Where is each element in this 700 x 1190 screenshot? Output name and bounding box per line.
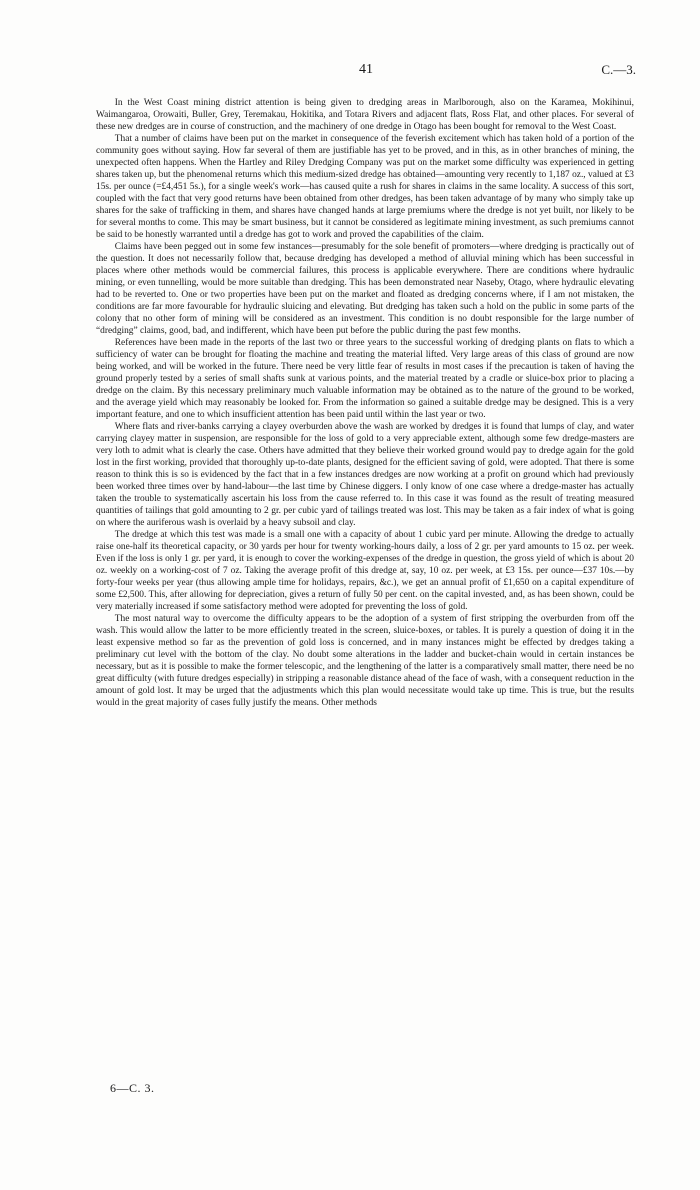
page-signature: 6—C. 3. <box>110 1081 155 1095</box>
document-reference: C.—3. <box>601 62 636 77</box>
body-text <box>96 97 634 709</box>
paragraph-dredge-test: The dredge at which this test was made is a small one with a capacity of about 1 cubic yard per minute. Allowing the dredge to actually raise one-half its theoretical capacity, or 30 yards per hour for twenty working-hours daily, a loss of 2 gr. per yard amounts to 15 oz. per week. Even if the loss is only 1 gr. per yard, it is enough to cover the working-expenses of the dredge in question, the gross yield of which is about 20 oz. weekly on a working-cost of 7 oz. Taking the average profit of this dredge at, say, 10 oz. per week, at £3 15s. per ounce—£37 10s.—by forty-four weeks per year (thus allowing ample time for holidays, repairs, &c.), we get an annual profit of £1,650 on a capital expenditure of some £2,500. This, after allowing for depreciation, gives a return of fully 50 per cent. on the capital invested, and, as has been shown, could be very materially increased if some satisfactory method were adopted for preventing the loss of gold. <box>96 530 634 612</box>
page-header <box>96 62 636 82</box>
paragraph-stripping-overburden: The most natural way to overcome the difficulty appears to be the adoption of a system of first stripping the overburden from off the wash. This would allow the latter to be more efficiently treated in the screen, sluice-boxes, or tables. It is purely a question of doing it in the least expensive method so far as the prevention of gold loss is concerned, and in many instances might be effected by dredges taking a preliminary cut level with the bottom of the clay. No doubt some alterations in the ladder and bucket-chain would in certain instances be necessary, but as it is possible to make the former telescopic, and the lengthening of the latter is a comparatively small matter, there need be no great difficulty (with future dredges especially) in stripping a reasonable distance ahead of the face of wash, with a consequent reduction in the amount of gold lost. It may be urged that the adjustments which this plan would necessitate would take up time. This is true, but the results would in the great majority of cases fully justify the means. Other methods <box>96 614 634 708</box>
paragraph-clayey-overburden: Where flats and river-banks carrying a clayey overburden above the wash are worked by dredges it is found that lumps of clay, and water carrying clayey matter in suspension, are responsible for the loss of gold to a very appreciable extent, although some few dredge-masters are very loth to admit what is clearly the case. Others have admitted that they believe their worked ground would pay to dredge again for the gold lost in the first working, provided that thoroughly up-to-date plants, designed for the efficient saving of gold, were adopted. That there is some reason to think this is so is evidenced by the fact that in a few instances dredges are now working at a profit on ground which had previously been worked three times over by hand-labour—the last time by Chinese diggers. I only know of one case where a dredge-master has actually taken the trouble to systematically ascertain his loss from the cause referred to. In this case it was found as the result of treating measured quantities of tailings that gold amounting to 2 gr. per cubic yard of tailings treated was lost. This may be taken as a fair index of what is going on where the auriferous wash is overlaid by a heavy subsoil and clay. <box>96 422 634 528</box>
paragraph-dredging-areas: In the West Coast mining district attention is being given to dredging areas in Marlborough, also on the Karamea, Mokihinui, Waimangaroa, Orowaiti, Buller, Grey, Teremakau, Hokitika, and Totara Rivers and adjacent flats, Ross Flat, and other places. For several of these new dredges are in course of construction, and the machinery of one dredge in Otago has been bought for removal to the West Coast. <box>96 98 634 132</box>
paragraph-claims-market: That a number of claims have been put on the market in consequence of the feverish excitement which has taken hold of a portion of the community goes without saying. How far several of them are justifiable has yet to be proved, and in this, as in other branches of mining, the unexpected often happens. When the Hartley and Riley Dredging Company was put on the market some difficulty was experienced in getting shares taken up, but the phenomenal returns which this medium-sized dredge has obtained—amounting very recently to 1,187 oz., valued at £3 15s. per ounce (=£4,451 5s.), for a single week's work—has caused quite a rush for shares in claims in the same locality. A success of this sort, coupled with the fact that very good returns have been obtained from other dredges, has been taken advantage of by many who simply take up shares for the sake of trafficking in them, and shares have changed hands at large premiums where the dredge is not yet built, nor likely to be for several months to come. This may be smart business, but it cannot be considered as legitimate mining investment, as such premiums cannot be said to be honestly warranted until a dredge has got to work and proved the capabilities of the claim. <box>96 134 634 240</box>
paragraph-references: References have been made in the reports of the last two or three years to the successful working of dredging plants on flats to which a sufficiency of water can be brought for floating the machine and treating the material lifted. Very large areas of this class of ground are now being worked, and will be worked in the future. There need be very little fear of results in most cases if the precaution is taken of having the ground properly tested by a series of small shafts sunk at various points, and the material treated by a cradle or sluice-box prior to placing a dredge on the claim. By this necessary preliminary much valuable information may be obtained as to the nature of the ground to be worked, and the average yield which may reasonably be looked for. From the information so gained a suitable dredge may be designed. This is a very important feature, and one to which insufficient attention has been paid until within the last year or two. <box>96 338 634 420</box>
page-number: 41 <box>359 62 373 77</box>
paragraph-pegged-claims: Claims have been pegged out in some few instances—presumably for the sole benefit of promoters—where dredging is practically out of the question. It does not necessarily follow that, because dredging has developed a method of alluvial mining which has been successful in places where other methods would be commercial failures, this process is applicable everywhere. There are conditions where hydraulic mining, or even tunnelling, would be more suitable than dredging. This has been demonstrated near Naseby, Otago, where hydraulic elevating had to be reverted to. One or two properties have been put on the market and floated as dredging concerns where, if I am not mistaken, the conditions are far more favourable for hydraulic sluicing and elevating. But dredging has taken such a hold on the public in some parts of the colony that no other form of mining will be considered as an investment. This condition is no doubt responsible for the large number of “dredging” claims, good, bad, and indifferent, which have been put before the public during the past few months. <box>96 242 634 336</box>
